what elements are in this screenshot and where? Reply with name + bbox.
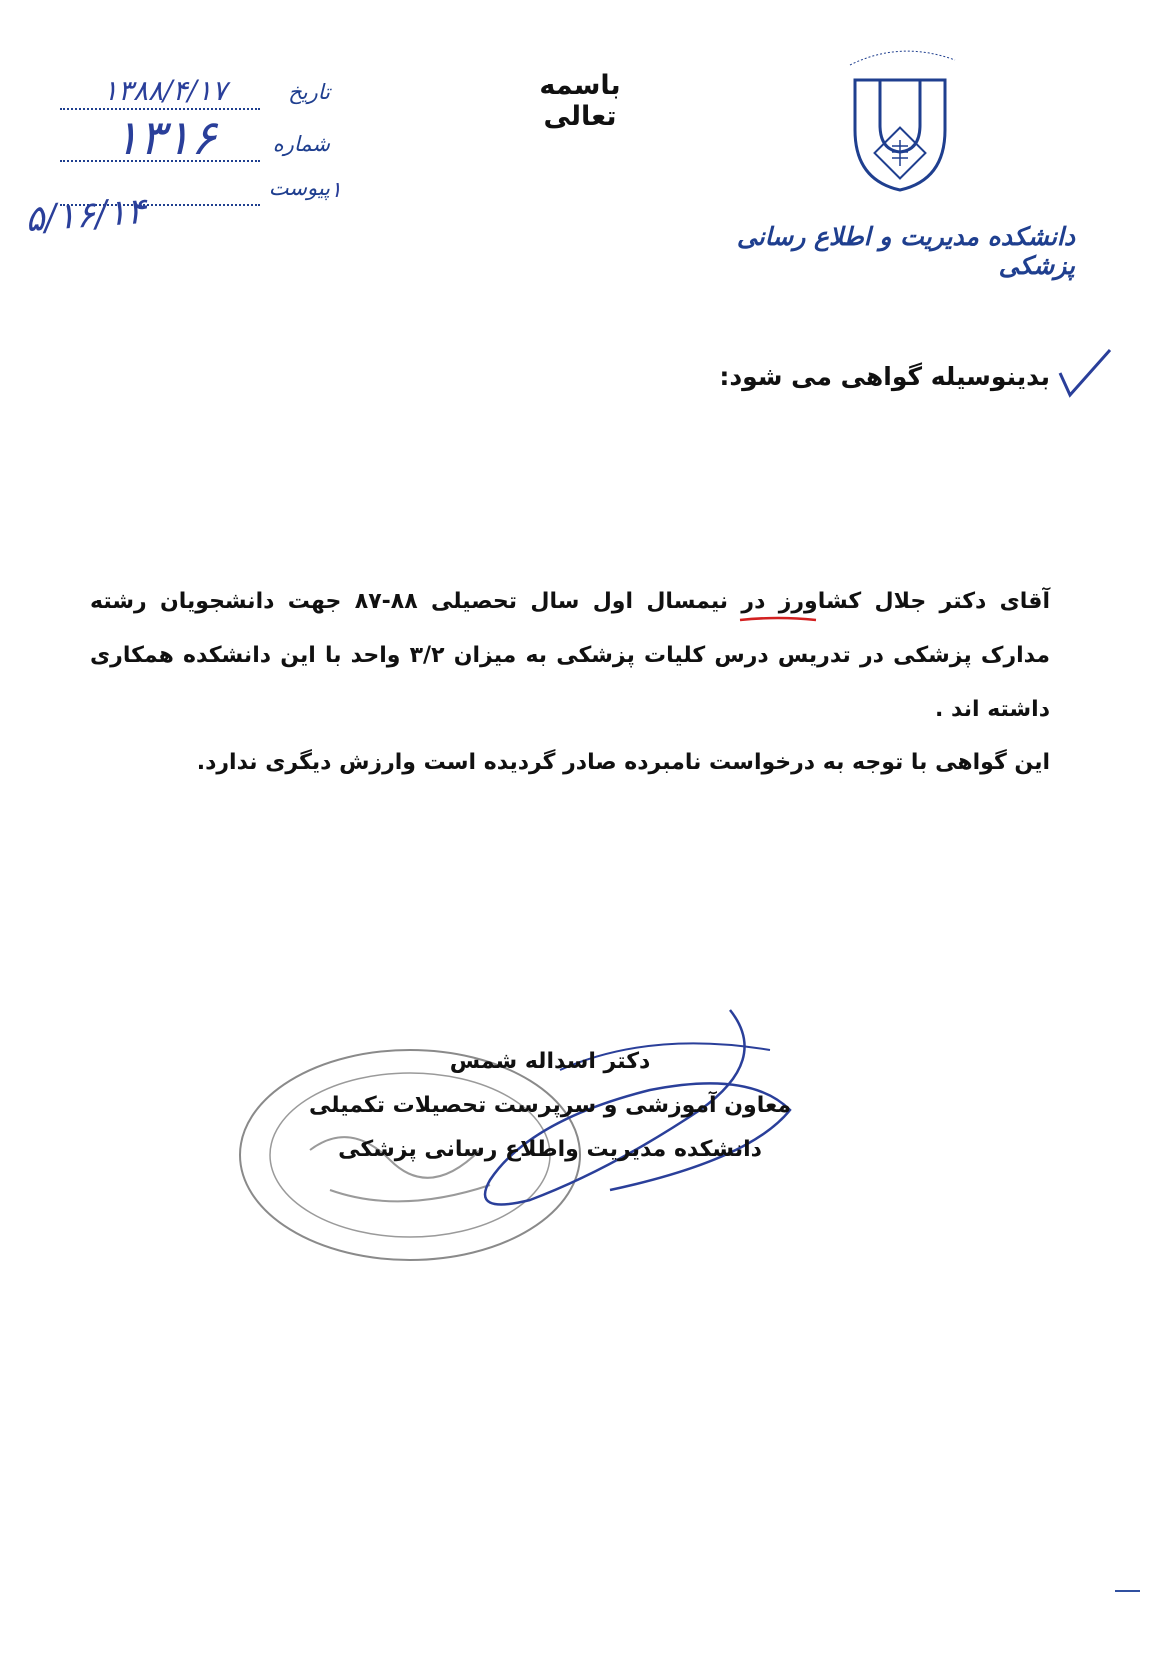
red-underline-mark	[738, 615, 818, 623]
number-value: ۱۳۱۶	[113, 110, 217, 166]
signature-block	[300, 1040, 800, 1172]
margin-dash	[1115, 1590, 1140, 1592]
attachment-value: ۱	[330, 178, 342, 203]
signatory-name: دکتر اسداله شمس	[449, 1049, 651, 1074]
handwritten-note: ۵/۱۶/۱۴	[23, 190, 148, 241]
attachment-label: پیوست	[268, 176, 330, 200]
checkmark-icon	[1055, 345, 1115, 405]
number-row	[30, 110, 330, 172]
bismillah-heading: باسمه تعالی	[539, 70, 621, 132]
certificate-closing: این گواهی با توجه به درخواست نامبرده صادر گردیده است وارزش دیگری ندارد.	[196, 750, 1050, 775]
signatory-organization: دانشکده مدیریت واطلاع رسانی پزشکی	[338, 1137, 762, 1162]
date-label: تاریخ	[288, 80, 330, 104]
certificate-heading: بدینوسیله گواهی می شود:	[719, 362, 1050, 391]
date-value: ۱۳۸۸/۴/۱۷	[102, 74, 228, 107]
signatory-title: معاون آموزشی و سرپرست تحصیلات تکمیلی	[308, 1093, 792, 1118]
certificate-paragraph: آقای دکتر جلال کشاورز در نیمسال اول سال تحصیلی ۸۸-۸۷ جهت دانشجویان رشته مدارک پزشکی در تدریس درس کلیات پزشکی به میزان ۳/۲ واحد با این دانشکده همکاری داشته اند .	[90, 589, 1050, 722]
number-label: شماره	[272, 132, 330, 156]
faculty-name: دانشکده مدیریت و اطلاع رسانی پزشکی	[736, 222, 1075, 280]
university-logo-icon	[835, 40, 965, 200]
